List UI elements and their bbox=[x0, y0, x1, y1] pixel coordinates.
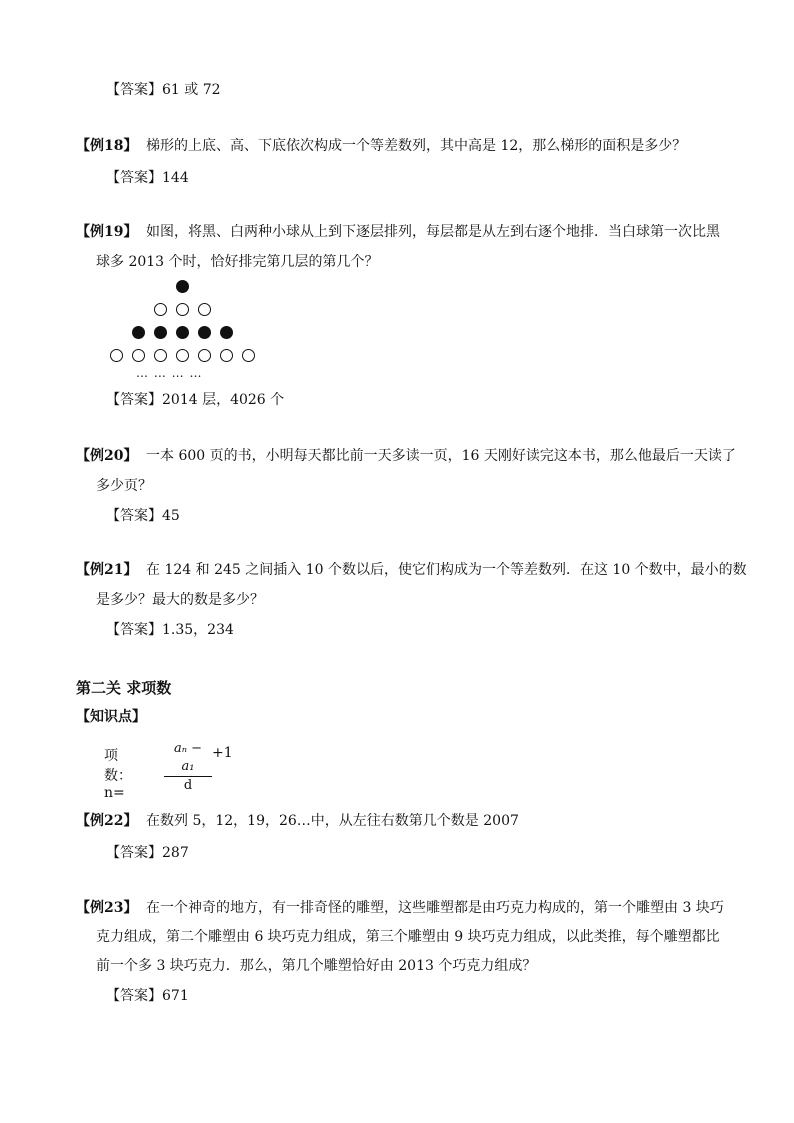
example-19-text-2: 球多 2013 个时，恰好排完第几层的第几个？ bbox=[96, 254, 379, 270]
answer-21: 【答案】1.35，234 bbox=[106, 622, 234, 638]
example-18-text: 梯形的上底、高、下底依次构成一个等差数列，其中高是 12，那么梯形的面积是多少？ bbox=[146, 138, 687, 154]
example-23-label: 【例23】 bbox=[76, 900, 138, 916]
black-ball bbox=[220, 326, 233, 339]
white-ball bbox=[198, 303, 211, 316]
example-23-text-2: 克力组成，第二个雕塑由 6 块巧克力组成，第三个雕塑由 9 块巧克力组成，以此类推，每个雕塑都比 bbox=[96, 929, 720, 945]
section-title: 第二关 求项数 bbox=[76, 679, 172, 697]
white-ball bbox=[198, 349, 211, 362]
white-ball bbox=[176, 349, 189, 362]
white-ball bbox=[154, 303, 167, 316]
example-23-text-1: 在一个神奇的地方，有一排奇怪的雕塑，这些雕塑都是由巧克力构成的，第一个雕塑由 3 块巧 bbox=[146, 900, 724, 916]
white-ball bbox=[110, 349, 123, 362]
example-22-label: 【例22】 bbox=[76, 813, 138, 829]
black-ball bbox=[176, 326, 189, 339]
formula-suffix: +1 bbox=[212, 745, 233, 761]
ellipsis-dots: … … … … bbox=[136, 366, 203, 380]
answer-23: 【答案】671 bbox=[106, 988, 189, 1004]
example-19-label: 【例19】 bbox=[76, 224, 138, 240]
example-18-label: 【例18】 bbox=[76, 138, 138, 154]
formula-denominator: d bbox=[183, 778, 193, 793]
knowledge-point-label: 【知识点】 bbox=[76, 709, 146, 725]
example-20-label: 【例20】 bbox=[76, 448, 138, 464]
example-21-label: 【例21】 bbox=[76, 562, 138, 578]
example-21-text-2: 是多少？最大的数是多少？ bbox=[96, 592, 264, 608]
example-22-text: 在数列 5，12，19，26…中，从左往右数第几个数是 2007 bbox=[146, 813, 519, 829]
black-ball bbox=[176, 280, 189, 293]
example-20-text-1: 一本 600 页的书，小明每天都比前一天多读一页，16 天刚好读完这本书，那么他最后一天读了 bbox=[146, 448, 736, 464]
white-ball bbox=[132, 349, 145, 362]
answer-18: 【答案】144 bbox=[106, 170, 189, 186]
answer-17: 【答案】61 或 72 bbox=[106, 82, 221, 98]
answer-22: 【答案】287 bbox=[106, 845, 189, 861]
white-ball bbox=[220, 349, 233, 362]
formula-numerator: aₙ − a₁ bbox=[164, 740, 212, 777]
answer-19: 【答案】2014 层，4026 个 bbox=[106, 392, 285, 408]
formula-prefix: 项数：n= bbox=[104, 748, 132, 801]
example-19-text-1: 如图，将黑、白两种小球从上到下逐层排列，每层都是从左到右逐个地排．当白球第一次比黑 bbox=[146, 224, 720, 240]
black-ball bbox=[154, 326, 167, 339]
white-ball bbox=[242, 349, 255, 362]
example-23-text-3: 前一个多 3 块巧克力．那么，第几个雕塑恰好由 2013 个巧克力组成？ bbox=[96, 958, 537, 974]
white-ball bbox=[154, 349, 167, 362]
example-20-text-2: 多少页？ bbox=[96, 478, 152, 494]
black-ball bbox=[198, 326, 211, 339]
answer-20: 【答案】45 bbox=[106, 508, 180, 524]
white-ball bbox=[176, 303, 189, 316]
black-ball bbox=[132, 326, 145, 339]
example-21-text-1: 在 124 和 245 之间插入 10 个数以后，使它们构成为一个等差数列．在这 10 个数中，最小的数 bbox=[146, 562, 747, 578]
formula-fraction bbox=[164, 740, 212, 795]
